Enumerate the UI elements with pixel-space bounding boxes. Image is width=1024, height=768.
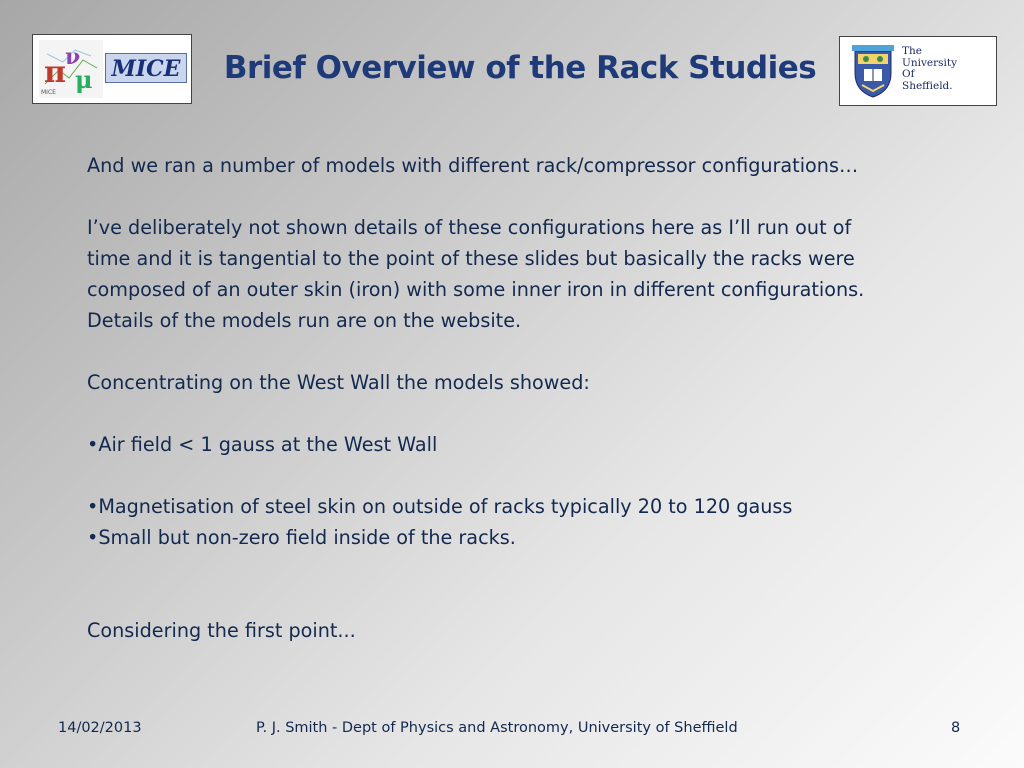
slide-title: Brief Overview of the Rack Studies (223, 50, 817, 86)
university-of-sheffield-logo (839, 36, 997, 106)
paragraph-conclusion: Considering the first point... (87, 619, 356, 642)
university-crest-icon (852, 45, 894, 99)
paragraph-details-line-1: I’ve deliberately not shown details of these configurations here as I’ll run out of (87, 216, 852, 239)
paragraph-details-line-4: Details of the models run are on the website. (87, 309, 522, 332)
bullet-inside-field: •Small but non-zero field inside of the racks. (87, 526, 516, 549)
spacer (87, 460, 967, 491)
mice-pi-nu-mu-graphic (39, 40, 103, 98)
spacer (87, 336, 967, 367)
spacer (87, 398, 967, 429)
footer-author: P. J. Smith - Dept of Physics and Astronomy, University of Sheffield (256, 720, 738, 736)
bullet-air-field: •Air field < 1 gauss at the West Wall (87, 433, 438, 456)
mice-logo (32, 34, 192, 104)
footer-page-number: 8 (951, 720, 961, 736)
svg-text:ν: ν (65, 44, 81, 70)
mice-wordmark: MICE (105, 53, 187, 83)
spacer (87, 553, 967, 615)
university-name (902, 46, 994, 92)
spacer (87, 181, 967, 212)
footer-date: 14/02/2013 (58, 720, 142, 736)
svg-text:MICE: MICE (41, 89, 56, 96)
university-line-1: The (902, 45, 922, 57)
svg-text:μ: μ (75, 65, 93, 94)
university-line-2: University (902, 56, 958, 69)
paragraph-intro: And we ran a number of models with different rack/compressor configurations… (87, 154, 859, 177)
svg-text:π: π (44, 55, 66, 90)
slide-body (87, 150, 967, 646)
paragraph-details-line-2: time and it is tangential to the point of these slides but basically the racks were (87, 247, 855, 270)
paragraph-details-line-3: composed of an outer skin (iron) with some inner iron in different configurations. (87, 278, 865, 301)
university-line-4: Sheffield. (902, 79, 953, 92)
paragraph-west-wall: Concentrating on the West Wall the models showed: (87, 371, 590, 394)
bullet-magnetisation: •Magnetisation of steel skin on outside of racks typically 20 to 120 gauss (87, 495, 793, 518)
university-line-3: Of (902, 68, 915, 80)
